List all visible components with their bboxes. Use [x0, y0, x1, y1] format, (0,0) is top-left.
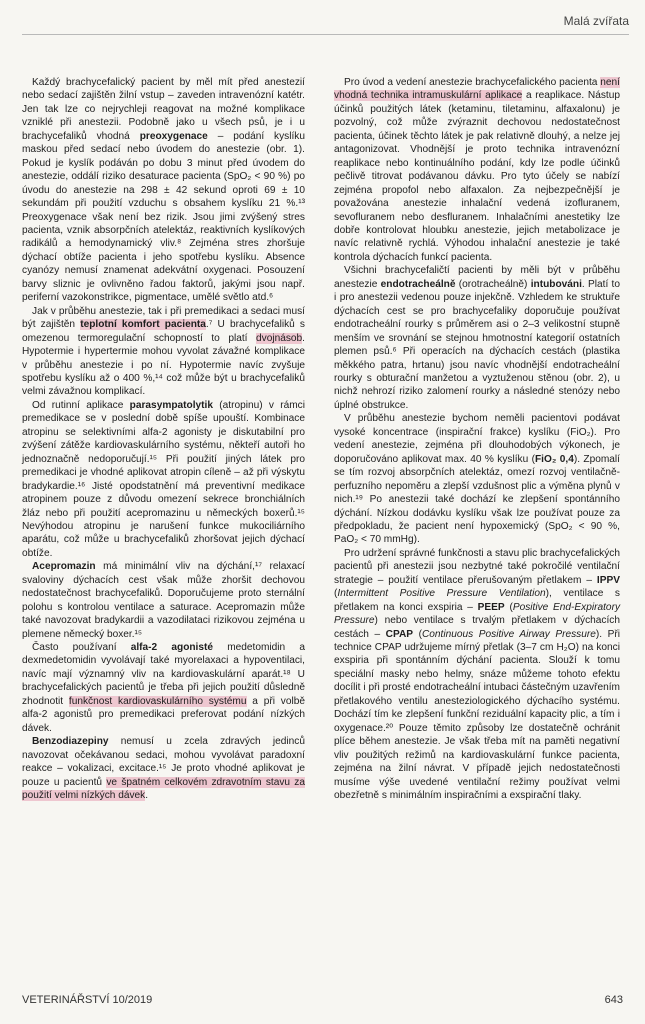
text-segment: Positive End-Expiratory Pressure: [334, 601, 621, 627]
text-segment: .⁷ U brachycefaliků s omezenou termoregulační schopností to platí: [22, 319, 305, 344]
text-segment: ) nebo ventilace s trvalým přetlakem v dýchacích cestách –: [334, 615, 620, 640]
paragraph: [22, 305, 305, 399]
text-segment: má minimální vliv na dýchání,¹⁷ relaxací svaloviny dýchacích cest však může zhoršit dechovou nedostatečnost brachycefaliků. Doporučujeme proto sternální polohu s kontrolou ventilace a saturace. Acepromazin může také navozovat bradykardii a vazodilataci rizikovou zejména u plemene německý boxer.¹⁵: [22, 561, 305, 640]
highlighted-text: dvojnásob: [256, 332, 303, 344]
text-segment: ), ventilace s přetlakem na konci exspiria –: [334, 588, 620, 613]
text-segment: – podání kyslíku maskou před sedací nebo úvodem do anestezie (obr. 1). Pokud je kyslík podáván po dobu 3 minut před úvodem do anestezie, oddálí riziko desaturace pacienta (SpO₂ < 90 %) po úvodu do anestezie na 298 ± 42 sekund oproti 69 ± 10 sekundám při použití vzduchu s obsahem kyslíku 21 %.¹³ Preoxygenace však není bez rizik. Jsou jimi zvýšený stres pacienta, vznik absorpčních atelektáz, reaktivních kyslíkových radikálů a hemodynamický vliv.⁸ Zejména stres zhoršuje dýchací obtíže pacienta i jeho spotřebu kyslíku. Absence cyanózy nemusí znamenat adekvátní oxygenaci. Posouzení barvy sliznic je ovlivněno řadou faktorů, jakými jsou např. periferní vazokonstrikce, pigmentace, umělé světlo atd.⁶: [22, 130, 305, 304]
top-rule: [22, 34, 629, 35]
text-segment: Každý brachycefalický pacient by měl mít před anestezií nebo sedací zajištěn žilní vstup – zaveden intravenózní katétr. Jen tak lze co nejrychleji reagovat na možné komplikace vzniklé při anestezii. Podobně jako u všech psů, je i u brachycefaliků vhodná: [22, 77, 305, 142]
section-label: Malá zvířata: [563, 14, 629, 28]
paragraph: [22, 76, 305, 305]
text-segment: nemusí u zcela zdravých jedinců navozovat očekávanou sedaci, mohou vyvolávat paradoxní reakce – vokalizaci, excitace.¹⁵ Je proto vhodné aplikovat je pouze u pacientů: [22, 736, 305, 788]
paragraph: [22, 560, 305, 641]
text-segment: Pro udržení správné funkčnosti a stavu plic brachycefalických pacientů při anestezii jsou nezbytné také pokročilé ventilační strategie – použití ventilace přerušovaným přetlakem –: [334, 547, 620, 586]
text-segment: Od rutinní aplikace: [32, 399, 130, 411]
text-segment: (orotracheálně): [455, 278, 531, 290]
text-segment: Všichni brachycefaličtí pacienti by měli být v průběhu anestezie: [334, 265, 620, 290]
bold-term: Benzodiazepiny: [32, 736, 109, 748]
bold-term: endotracheálně: [380, 278, 456, 290]
text-segment: (: [504, 601, 513, 613]
text-segment: Často používaní: [32, 642, 131, 654]
bold-term: FiO₂ 0,4: [535, 453, 574, 465]
paragraph: [334, 412, 620, 547]
text-segment: medetomidin a dexmedetomidin vyvolávají také myorelaxaci a hypoventilaci, navíc mají významný vliv na kardiovaskulární aparát.¹⁸ U brachycefalických pacientů je třeba při jejich použití důsledně zhodnotit: [22, 642, 305, 707]
bold-term: parasympatolytik: [129, 399, 213, 411]
text-segment: (: [413, 628, 422, 640]
highlighted-text: není vhodná technika intramuskulární aplikace: [334, 77, 620, 102]
bold-term: CPAP: [385, 628, 414, 640]
paragraph: [334, 76, 620, 264]
paragraph: [334, 264, 620, 412]
paragraph: [22, 735, 305, 802]
bold-term: teplotní komfort pacienta: [80, 319, 206, 331]
text-segment: ). Zpomalí se tím rozvoj absorpčních atelektáz, omezí rozvoj ventilačně-perfuzního nepoměru a zlepší vzdušnost plic a výměna plynů v nich.¹⁹ Po anestezii také dochází ke zlepšení spontánního dýchání. Nízkou dodávku kyslíku však lze používat pouze za předpokladu, že pacient není hypoxemický (SpO₂ < 90 %, PaO₂ < 70 mmHg).: [334, 453, 620, 546]
text-segment: . Hypotermie i hypertermie mohou vyvolat závažné komplikace v průběhu anestezie i po ní. Hypotermie navíc zvyšuje spotřebu kyslíku až o 400 %,¹⁴ což může být u brachycefaliků velmi závažnou komplikací.: [22, 332, 305, 398]
text-segment: ). Při technice CPAP udržujeme mírný přetlak (3–7 cm H₂O) na konci exspiria při spontánním dýchání pacienta. Slouží k tomu speciální masky nebo helmy, snáze můžeme tohoto efektu docílit i při prosté endotracheální intubaci částečným uzavřením přetlakového ventilu anesteziologického dýchacího systému. Dochází tím ke zlepšení funkční reziduální kapacity plic, a tím i oxygenace.²⁰ Pouze těmito způsoby lze dostatečně ochránit plíce během anestezie. Je však třeba mít na paměti negativní vliv použitých režimů na kardiovaskulární funkce pacienta, zejména na žilní návrat. V případě jejich nedostatečnosti musíme výše uvedené ventilační režimy používat velmi obezřetně s minimálním inspiračními a exspirační tlaky.: [334, 628, 620, 802]
page-number: 643: [604, 994, 623, 1006]
bold-term: alfa-2 agonisté: [130, 642, 214, 654]
text-segment: V průběhu anestezie bychom neměli pacientovi podávat vysoké koncentrace (inspirační frakce) kyslíku (FiO₂). Pro vedení anestezie, zejména při dlouhodobých výkonech, je doporučováno aplikovat max. 40 % kyslíku (: [334, 413, 620, 465]
bold-term: PEEP: [477, 601, 505, 613]
right-column: [334, 76, 620, 802]
text-segment: (atropinu) v rámci premedikace se v poslední době spíše upouští. Kombinace atropinu se selektivními alfa-2 agonisty je diskutabilní pro zvýšení zátěže kardiovaskulárního systému, někteří autoři ho jednoznačně nedoporučují.¹⁵ Při použití jiných látek pro premedikaci je vhodné aplikovat atropin cíleně – až při výskytu bradykardie.¹⁶ Jisté opodstatnění má preventivní medikace atropinem pouze z důvodu omezení sekrece bronchiálních žláz nebo při použití acepromazinu u německých boxerů.¹⁵ Nevýhodou atropinu je narušení funkce mukociliárního aparátu, což může u brachycefaliků zhoršovat jejich dýchací obtíže.: [22, 399, 305, 559]
bold-term: IPPV: [596, 574, 620, 586]
text-segment: (: [334, 588, 338, 600]
bold-term: intubováni: [530, 278, 582, 290]
text-segment: Jak v průběhu anestezie, tak i při premedikaci a sedaci musí být zajištěn: [22, 305, 305, 331]
text-segment: Continuous Positive Airway Pressure: [421, 628, 596, 640]
highlighted-text: ve špatném celkovém zdravotním stavu za použití velmi nízkých dávek: [22, 776, 305, 802]
paragraph: [22, 641, 305, 735]
bold-term: Acepromazin: [32, 561, 96, 573]
journal-issue: VETERINÁŘSTVÍ 10/2019: [22, 994, 153, 1006]
highlighted-text: funkčnost kardiovaskulárního systému: [68, 695, 247, 707]
text-segment: .: [145, 790, 149, 802]
text-segment: a reaplikace. Nástup účinků použitých látek (ketaminu, tiletaminu, alfaxalonu) je pozvolný, což může zvýraznit dechovou nedostatečnost pacienta, účinek těchto látek je pak relativně dlouhý, a nelze jej antagonizovat. Vhodnější je proto technika intravenózní reaplikace nebo kontinuálního podání, kdy lze podle účinků pečlivě titrovat podávanou dávku. Pro tyto účely se nabízí zejména propofol nebo alfaxalon. Za nejbezpečnější je považována anestezie inhalační vedená izofluranem, sevofluranem nebo desfluranem. Inhalačními anestetiky lze dobře kontrolovat hloubku anestezie, jejich metabolizace je navíc relativně rychlá. Výhodou inhalační anestezie je také kontrola dýchacích funkcí pacienta.: [334, 90, 620, 263]
paragraph: [22, 399, 305, 560]
text-segment: Intermittent Positive Pressure Ventilation: [337, 588, 546, 600]
left-column: [22, 76, 305, 802]
text-segment: a při volbě alfa-2 agonistů pro premedikaci preferovat podání nízkých dávek.: [22, 695, 305, 734]
text-segment: . Platí to i pro anestezii vedenou pouze injekčně. Vzhledem ke struktuře dýchacích cest se pro brachycefaliky doporučuje používat endotracheální rourky s průměrem asi o 2–3 velikostní stupně menším ve srovnání se stejnou hmotnostní kategorií ostatních plemen psů.⁶ Při operacích na dýchacích cestách (plastika měkkého patra, hrtanu) jsou navíc vhodnější endotracheální rourky s obturační manžetou a vyztuženou stěnou (obr. 2), u nichž nehrozí riziko zalomení rourky a následné stenózy nebo úplné obstrukce.: [334, 278, 620, 411]
text-segment: Pro úvod a vedení anestezie brachycefalického pacienta: [344, 77, 601, 88]
paragraph: [334, 547, 620, 803]
bold-term: preoxygenace: [139, 130, 208, 142]
